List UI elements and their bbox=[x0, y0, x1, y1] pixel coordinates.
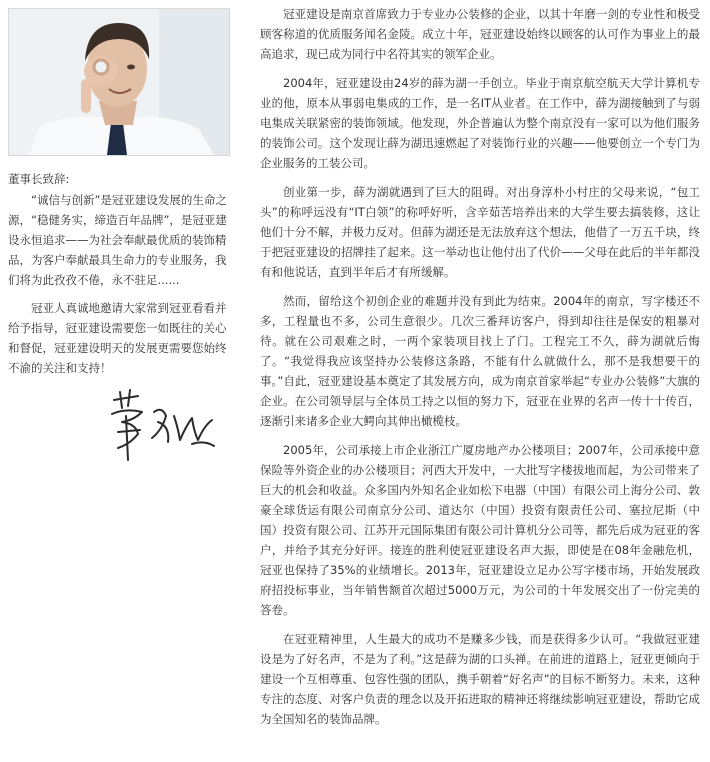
article-paragraph-1: 冠亚建设是南京首席致力于专业办公装修的企业，以其十年磨一剑的专业性和极受顾客称道的优质服务闻名金陵。成立十年，冠亚建设始终以顾客的认可作为事业上的最高追求，现已成为同行中名符其实的领军企业。 bbox=[260, 7, 700, 61]
greeting-paragraph-1: “诚信与创新”是冠亚建设发展的生命之源，“稳健务实，缔造百年品牌”，是冠亚建设永恒追求——为社会奉献最优质的装饰精品，为客户奉献最具生命力的专业服务，我们将为此孜孜不倦，永不驻足...... bbox=[8, 193, 227, 287]
article bbox=[260, 4, 700, 738]
article-paragraph-6: 在冠亚精神里，人生最大的成功不是赚多少钱，而是获得多少认可。“我做冠亚建设是为了好名声，不是为了利。”这是薛为湖的口头禅。在前进的道路上，冠亚更倾向于建设一个互相尊重、包容性强的团队，携手朝着“好名声”的目标不断努力。未来，这种专注的态度、对客户负责的理念以及开拓进取的精神还将继续影响冠亚建设，帮助它成为全国知名的装饰品牌。 bbox=[260, 632, 700, 726]
article-paragraph-4: 然而，留给这个初创企业的难题并没有到此为结束。2004年的南京，写字楼还不多，工程量也不多，公司生意很少。几次三番拜访客户，得到却往往是保安的粗暴对待。就在公司艰难之时，一两个家装项目找上了门。工程完工不久，薛为湖就后悔了。“我觉得我应该坚持办公装修这条路，不能有什么就做什么，那不是我想要干的事。”自此，冠亚建设基本奠定了其发展方向，成为南京首家举起“专业办公装修”大旗的企业。在公司领导层与全体员工持之以恒的努力下，冠亚在业界的名声一传十十传百，逐渐引来诸多企业大鳄向其伸出橄榄枝。 bbox=[260, 294, 700, 428]
article-paragraph-5: 2005年，公司承接上市企业浙江广厦房地产办公楼项目；2007年，公司承接中意保险等外资企业的办公楼项目；河西大开发中，一大批写字楼拔地而起，为公司带来了巨大的机会和收益。众多国内外知名企业如松下电器（中国）有限公司上海分公司、敦豪全球货运有限公司南京分公司、道达尔（中国）投资有限责任公司、塞拉尼斯（中国）投资有限公司、江苏开元国际集团有限公司计算机分公司等，都先后成为冠亚的客户，并给予其充分好评。接连的胜利使冠亚建设名声大振，即使是在08年金融危机，冠亚也保持了35%的业绩增长。2013年，冠亚建设立足办公写字楼市场，开始发展政府招投标事业，当年销售额首次超过5000万元，为公司的十年发展交出了一份完美的答卷。 bbox=[260, 443, 700, 617]
chairman-signature bbox=[108, 386, 218, 464]
chairman-photo-illustration bbox=[9, 9, 229, 155]
left-column bbox=[8, 8, 230, 464]
article-paragraph-3: 创业第一步，薛为湖就遇到了巨大的阻碍。对出身淳朴小村庄的父母来说，“包工头”的称呼远没有“IT白领”的称呼好听，含辛茹苦培养出来的大学生要去搞装修，这让他们十分不解，并极力反对。但薛为湖还是无法放弃这个想法，他借了一万五千块，终于把冠亚建设的招牌挂了起来。这一举动也让他付出了代价——父母在此后的半年都没有和他说话，直到半年后才有所缓解。 bbox=[260, 185, 700, 279]
signature-icon bbox=[108, 386, 218, 464]
article-paragraph-2: 2004年，冠亚建设由24岁的薛为湖一手创立。毕业于南京航空航天大学计算机专业的他，原本从事弱电集成的工作，是一名IT从业者。在工作中，薛为湖接触到了与弱电集成关联紧密的装饰领域。他发现，外企普遍认为整个南京没有一家可以为他们服务的装饰公司。这个发现让薛为湖迅速燃起了对装饰行业的兴趣——他要创立一个专门为企业服务的工装公司。 bbox=[260, 76, 700, 170]
greeting-paragraph-2: 冠亚人真诚地邀请大家常到冠亚看看并给予指导，冠亚建设需要您一如既往的关心和督促，冠亚建设明天的发展更需要您始终不渝的关注和支持！ bbox=[8, 301, 227, 375]
chairman-photo bbox=[8, 8, 230, 156]
greeting-title: 董事长致辞: bbox=[8, 172, 70, 186]
